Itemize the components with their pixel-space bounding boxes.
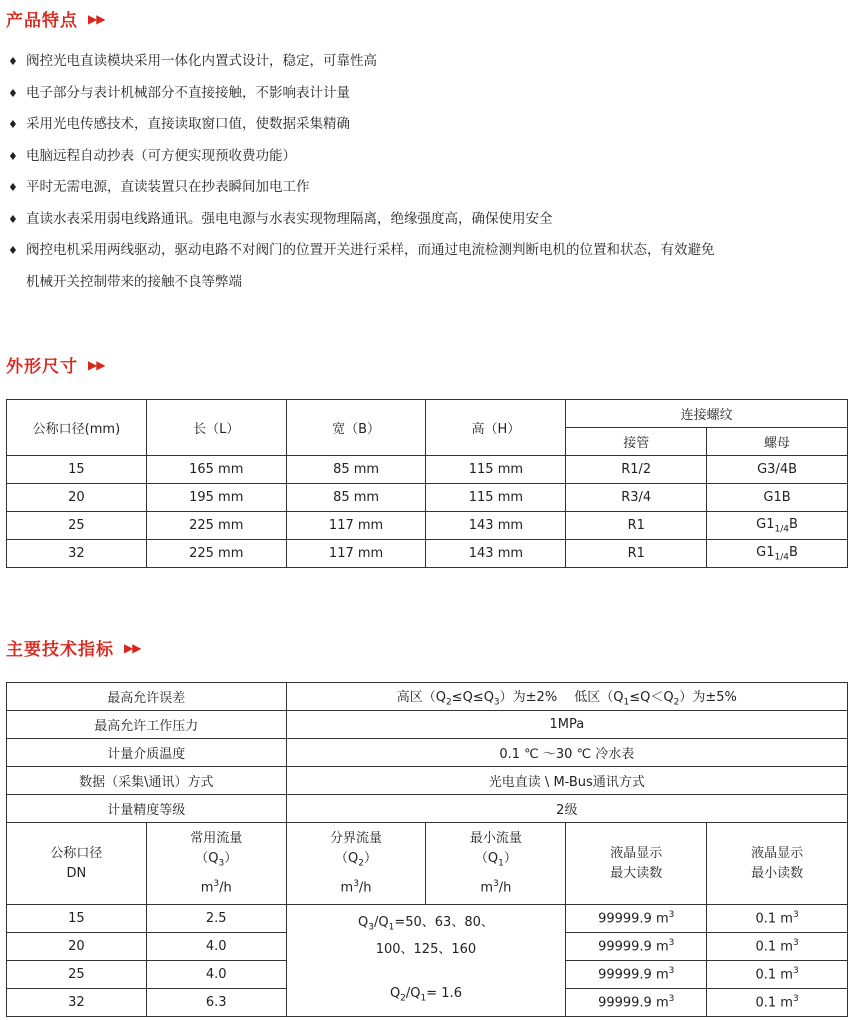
spec-value: 高区$(Q_2\le Q\le Q_3)$为±2% 低区$(Q_1\le Q<Q_2)$为±5%: [286, 683, 847, 711]
feature-text: 机械开关控制带来的接触不良等弊端: [26, 273, 242, 290]
cell: R1/2: [566, 456, 707, 484]
feature-item: [8, 46, 848, 78]
table-row: [7, 711, 848, 739]
cell: 85 mm: [286, 456, 426, 484]
header-q1: 最小流量 $(Q_1)$ $m^3/h$: [426, 823, 566, 905]
cell: R1: [566, 512, 707, 540]
table-header-row: [7, 400, 848, 428]
table-row: [7, 683, 848, 711]
header-height: 高（H）: [426, 400, 566, 456]
cell: 20: [7, 484, 147, 512]
specs-title-text: 主要技术指标: [6, 640, 114, 660]
cell: G3/4B: [707, 456, 848, 484]
diamond-bullet-icon: ♦: [8, 149, 18, 163]
header-lcd-min: 液晶显示 最小读数: [707, 823, 848, 905]
diamond-bullet-icon: ♦: [8, 244, 18, 257]
feature-list: [8, 46, 848, 298]
feature-item: [8, 172, 848, 204]
cell: 117 mm: [286, 512, 426, 540]
feature-text: 采用光电传感技术，直接读取窗口值，使数据采集精确: [26, 116, 350, 132]
cell: 195 mm: [146, 484, 286, 512]
cell: 0.1 $m^3$: [707, 905, 848, 933]
feature-text: 平时无需电源，直读装置只在抄表瞬间加电工作: [26, 179, 310, 195]
cell: 25: [7, 512, 147, 540]
table-row: [7, 795, 848, 823]
cell: 99999.9 $m^3$: [566, 989, 707, 1017]
spec-value: 1MPa: [286, 711, 847, 739]
spec-label: 最高允许误差: [7, 683, 287, 711]
double-arrow-icon: ▶▶: [124, 640, 141, 655]
header-pipe: 接管: [566, 428, 707, 456]
double-arrow-icon: ▶▶: [88, 11, 105, 26]
cell: 85 mm: [286, 484, 426, 512]
cell: 99999.9 $m^3$: [566, 933, 707, 961]
spec-label: 计量精度等级: [7, 795, 287, 823]
specs-title: [6, 635, 140, 660]
header-lcd-max: 液晶显示 最大读数: [566, 823, 707, 905]
spec-label: 数据（采集\通讯）方式: [7, 767, 287, 795]
feature-item: [8, 204, 848, 236]
spec-value: 0.1 ℃ ～30 ℃ 冷水表: [286, 739, 847, 767]
header-q2: 分界流量 $(Q_2)$ $m^3/h$: [286, 823, 426, 905]
features-title: [6, 6, 104, 31]
cell: $G1_{1/4}B$: [707, 512, 848, 540]
feature-text: 阀控电机采用两线驱动，驱动电路不对阀门的位置开关进行采样，而通过电流检测判断电机的位置和状态，有效避免: [26, 242, 715, 258]
cell: 99999.9 $m^3$: [566, 905, 707, 933]
ratio-cell: $Q_3/Q_1=50$、63、80、 100、125、160 $Q_2/Q_1= 1.6$: [286, 905, 566, 1017]
table-header-row: [7, 823, 848, 905]
feature-text: 电子部分与表计机械部分不直接接触，不影响表计计量: [26, 84, 350, 101]
cell: 20: [7, 933, 147, 961]
feature-item: [8, 78, 848, 110]
diamond-bullet-icon: ♦: [8, 118, 18, 131]
cell: 115 mm: [426, 456, 566, 484]
table-row: [7, 739, 848, 767]
cell: 165 mm: [146, 456, 286, 484]
feature-text: 直读水表采用弱电线路通讯。强电电源与水表实现物理隔离，绝缘强度高，确保使用安全: [26, 210, 553, 227]
cell: $G1_{1/4}B$: [707, 540, 848, 568]
cell: 25: [7, 961, 147, 989]
cell: 225 mm: [146, 512, 286, 540]
features-title-text: 产品特点: [6, 11, 78, 31]
header-nut: 螺母: [707, 428, 848, 456]
feature-item: [8, 109, 848, 141]
cell: 117 mm: [286, 540, 426, 568]
feature-item-continued: [8, 267, 848, 299]
cell: 4.0: [146, 961, 286, 989]
cell: 4.0: [146, 933, 286, 961]
cell: 225 mm: [146, 540, 286, 568]
cell: 99999.9 $m^3$: [566, 961, 707, 989]
diamond-bullet-icon: ♦: [8, 212, 18, 226]
cell: G1B: [707, 484, 848, 512]
cell: 0.1 $m^3$: [707, 989, 848, 1017]
cell: 32: [7, 989, 147, 1017]
feature-item: [8, 235, 848, 267]
dimensions-table: [6, 399, 848, 568]
diamond-bullet-icon: ♦: [8, 181, 18, 194]
feature-item: [8, 141, 848, 173]
diamond-bullet-icon: ♦: [8, 55, 18, 68]
spec-label: 最高允许工作压力: [7, 711, 287, 739]
cell: 115 mm: [426, 484, 566, 512]
dimensions-title-text: 外形尺寸: [6, 357, 78, 377]
header-dn: 公称口径 DN: [7, 823, 147, 905]
spec-value: 光电直读 \ M-Bus通讯方式: [286, 767, 847, 795]
header-dn: 公称口径(mm): [7, 400, 147, 456]
header-q3: 常用流量 $(Q_3)$ $m^3/h$: [146, 823, 286, 905]
feature-text: 电脑远程自动抄表（可方便实现预收费功能）: [26, 147, 296, 164]
dimensions-title: [6, 352, 104, 377]
header-length: 长（L）: [146, 400, 286, 456]
cell: 32: [7, 540, 147, 568]
cell: 143 mm: [426, 512, 566, 540]
cell: 15: [7, 456, 147, 484]
cell: 143 mm: [426, 540, 566, 568]
table-row: [7, 512, 848, 540]
spec-value: 2级: [286, 795, 847, 823]
spec-label: 计量介质温度: [7, 739, 287, 767]
cell: 15: [7, 905, 147, 933]
cell: R3/4: [566, 484, 707, 512]
header-width: 宽（B）: [286, 400, 426, 456]
double-arrow-icon: ▶▶: [88, 357, 105, 372]
feature-text: 阀控光电直读模块采用一体化内置式设计，稳定，可靠性高: [26, 53, 377, 69]
table-row: [7, 540, 848, 568]
specs-table: [6, 682, 848, 1017]
header-thread: 连接螺纹: [566, 400, 848, 428]
cell: 2.5: [146, 905, 286, 933]
table-row: [7, 484, 848, 512]
table-row: [7, 767, 848, 795]
cell: 0.1 $m^3$: [707, 933, 848, 961]
cell: 6.3: [146, 989, 286, 1017]
cell: 0.1 $m^3$: [707, 961, 848, 989]
cell: R1: [566, 540, 707, 568]
diamond-bullet-icon: ♦: [8, 86, 18, 100]
table-row: [7, 456, 848, 484]
table-row: [7, 905, 848, 933]
